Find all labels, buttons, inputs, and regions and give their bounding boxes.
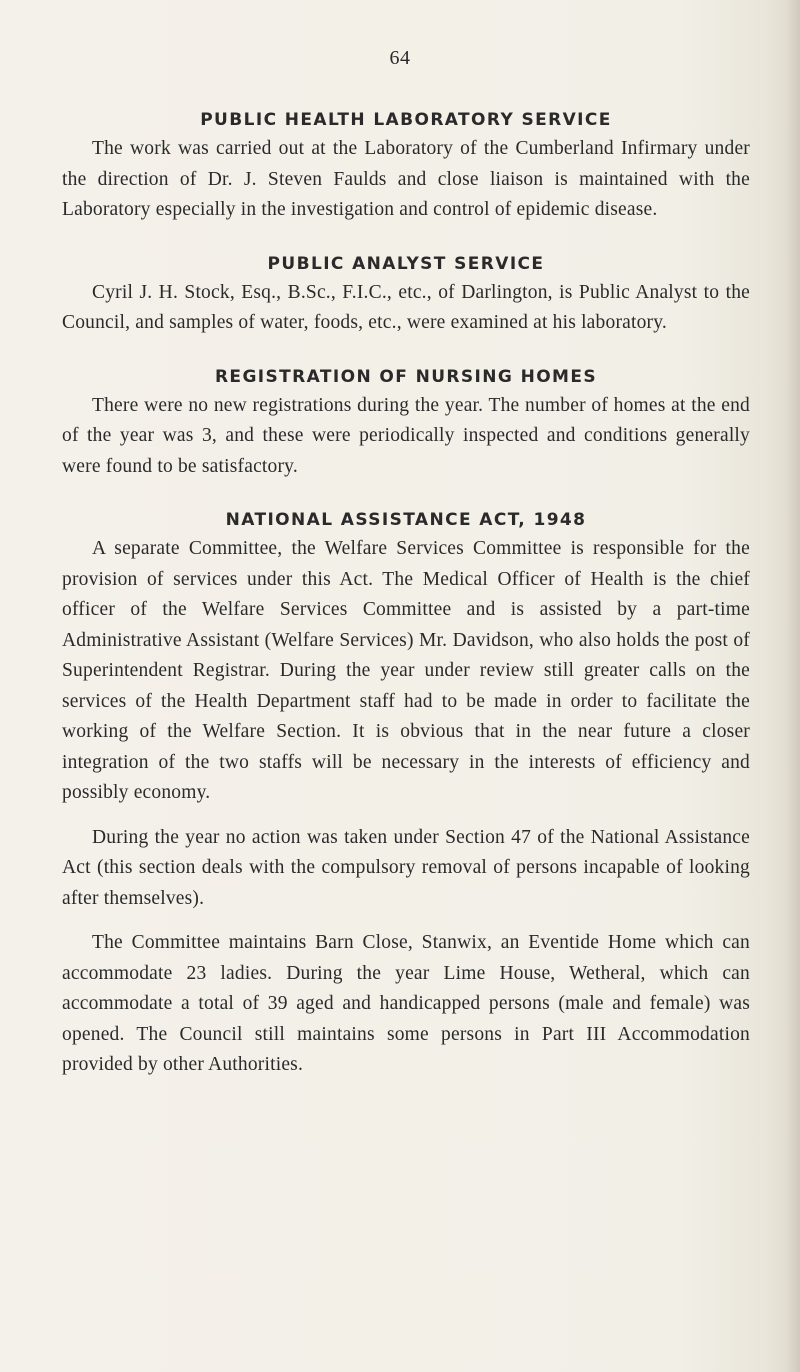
paragraph: The work was carried out at the Laboratory of the Cumberland Infirmary under the direction of Dr. J. Steven Faulds and close liaison is maintained with the Laboratory especially in the investigation and control of epidemic disease. [62,138,750,220]
paragraph: There were no new registrations during the year. The number of homes at the end of the year was 3, and these were periodically inspected and conditions generally were found to be satisfactory. [62,394,750,477]
section-heading: PUBLIC HEALTH LABORATORY SERVICE [200,110,612,130]
spacer [62,226,750,254]
section-heading: REGISTRATION OF NURSING HOMES [214,366,598,387]
paragraph: During the year no action was taken under Section 47 of the National Assistance Act (this section deals with the compulsory removal of persons incapable of looking after themselves). [62,826,750,909]
spacer [62,339,750,367]
paragraph: Cyril J. H. Stock, Esq., B.Sc., F.I.C., etc., of Darlington, is Public Analyst to the Council, and samples of water, foods, etc., were examined at his laboratory. [62,281,750,333]
section-public-health-laboratory [62,110,750,226]
page-number: 64 [389,47,411,69]
spacer [62,482,750,510]
section-national-assistance-act [62,510,750,1081]
spacer [62,914,750,928]
paragraph: A separate Committee, the Welfare Services Committee is responsible for the provision of services under this Act. The Medical Officer of Health is the chief officer of the Welfare Services Committee and is assisted by a part-time Administrative Assistant (Welfare Services) Mr. Davidson, who also holds the post of Superintendent Registrar. During the year under review still greater calls on the services of the Health Department staff had to be made in order to facilitate the working of the Welfare Section. It is obvious that in the near future a closer integration of the two staffs will be necessary in the interests of efficiency and possibly economy. [62,538,750,803]
section-heading: NATIONAL ASSISTANCE ACT, 1948 [225,510,587,530]
spacer [62,809,750,823]
paragraph: The Committee maintains Barn Close, Stanwix, an Eventide Home which can accommodate 23 ladies. During the year Lime House, Wetheral, which can accommodate a total of 39 aged and handicapped persons (male and female) was opened. The Council still maintains some persons in Part III Accommodation provided by other Authorities. [62,932,750,1075]
section-public-analyst [62,254,750,339]
page-body [62,110,750,1081]
section-nursing-homes [62,367,750,483]
section-heading: PUBLIC ANALYST SERVICE [267,253,545,274]
page-edge-shadow [786,0,800,1372]
